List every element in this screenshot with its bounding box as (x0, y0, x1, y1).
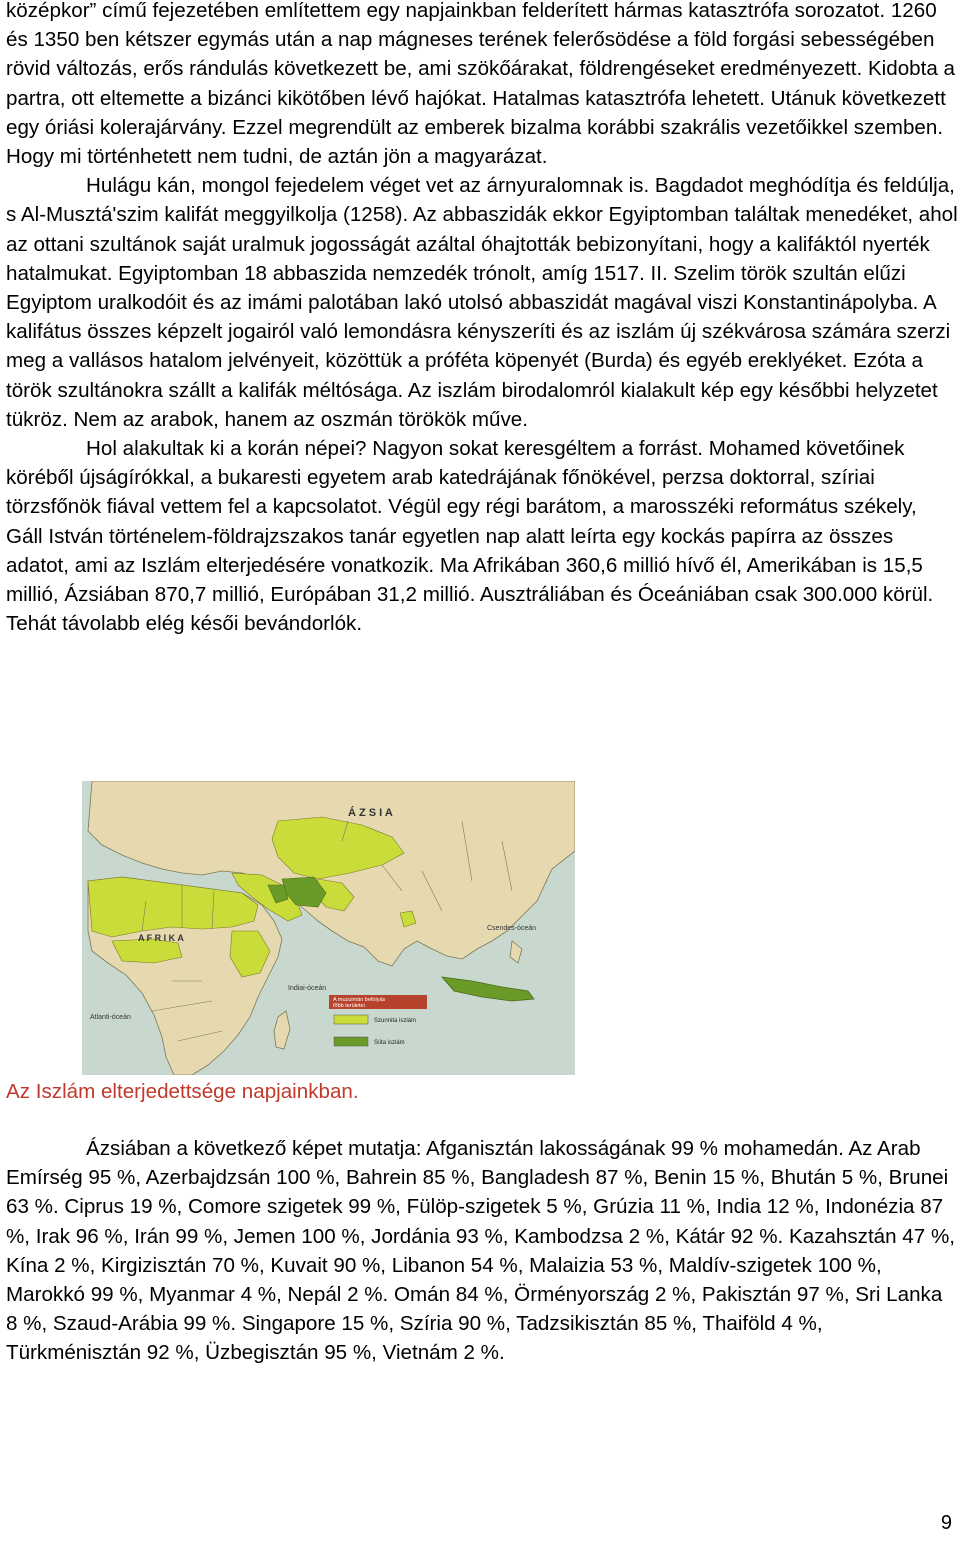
legend-label-shia: Síita iszlám (374, 1040, 405, 1046)
paragraph-3: Hol alakultak ki a korán népei? Nagyon sokat keresgéltem a forrást. Mohamed követőinek köréből újságírókkal, a bukaresti egyetem arab katedrájának főnökével, perzsa doktorral, szíriai törzsfőnök fiával vettem fel a kapcsolatot. Végül egy régi barátom, a marosszéki református székely, Gáll István történelem-földrajzszakos tanár egyetlen nap alatt leírta egy kockás papírra az összes adatot, ami az Iszlám elterjedésére vonatkozik. Ma Afrikában 360,6 millió hívő él, Amerikában is 15,5 millió, Ázsiában 870,7 millió, Európában 31,2 millió. Ausztráliában és Óceániában csak 300.000 körül. Tehát távolabb elég késői bevándorlók. (6, 437, 934, 636)
map-label-asia: Á Z S I A (348, 807, 393, 819)
legend-swatch-shia (334, 1037, 368, 1046)
islam-distribution-map (82, 781, 575, 1075)
legend-title-1: A muzulmán befolyás (333, 997, 386, 1003)
paragraph-2: Hulágu kán, mongol fejedelem véget vet az árnyuralomnak is. Bagdadot meghódítja és feldúlja, s Al-Musztá'szim kalifát meggyilkolja (1258). Az abbaszidák ekkor Egyiptomban találtak menedéket, ahol az ottani szultánok saját uralmuk jogosságát azáltal óhajtották bebizonyítani, hogy a kalifáktól nyerték hatalmukat. Egyiptomban 18 abbaszida nemzedék trónolt, amíg 1517. II. Szelim török szultán elűzi Egyiptom uralkodóit és az imámi palotában lakó utolsó abbaszidát magával viszi Konstantinápolyba. A kalifátus összes képzelt jogairól való lemondásra kényszeríti és az iszlám új székvárosa számára szerzi meg a vallásos hatalom jelvényeit, közöttük a próféta köpenyét (Burda) és egyéb ereklyéket. Ezóta a török szultánokra szállt a kalifák méltósága. Az iszlám birodalomról kialakult kép egy későbbi helyzetet tükröz. Nem az arabok, hanem az oszmán törökök műve. (6, 174, 958, 431)
map-label-indian: Indiai-óceán (288, 985, 327, 992)
legend-title-2: főbb területei (333, 1003, 365, 1009)
legend-swatch-sunni (334, 1015, 368, 1024)
map-label-pacific: Csendes-óceán (487, 925, 537, 932)
legend-label-sunni: Szunnita iszlám (374, 1018, 417, 1024)
map-label-atlantic: Atlanti-óceán (90, 1014, 131, 1021)
body-text-bottom (6, 1134, 958, 1368)
map-caption: Az Iszlám elterjedettsége napjainkban. (6, 1080, 359, 1103)
paragraph-1: középkor” című fejezetében említettem egy napjainkban felderített hármas katasztrófa sorozatot. 1260 és 1350 ben kétszer egymás után a nap mágneses terének felerősödése a föld forgási sebességében rövid változás, erős rándulás következett be, ami szökőárakat, földrengéseket eredményezett. Kidobta a partra, ott eltemette a bizánci kikötőben lévő hajókat. Hatalmas katasztrófa lehetett. Utánuk következett egy óriási kolerajárvány. Ezzel megrendült az emberek bizalma korábbi szakrális vezetőikkel szemben. Hogy mi történhetett nem tudni, de aztán jön a magyarázat. (6, 0, 955, 169)
map-label-africa: A F R I K A (138, 933, 184, 943)
page-number: 9 (940, 1512, 952, 1534)
paragraph-4: Ázsiában a következő képet mutatja: Afganisztán lakosságának 99 % mohamedán. Az Arab Emírség 95 %, Azerbajdzsán 100 %, Bahrein 85 %, Bangladesh 87 %, Benin 15 %, Bhután 5 %, Brunei 63 %. Ciprus 19 %, Comore szigetek 99 %, Fülöp-szigetek 5 %, Grúzia 11 %, India 12 %, Indonézia 87 %, Irak 96 %, Irán 99 %, Jemen 100 %, Jordánia 93 %, Kambodzsa 2 %, Kátár 92 %. Kazahsztán 47 %, Kína 2 %, Kirgizisztán 70 %, Kuvait 90 %, Libanon 54 %, Malaizia 53 %, Maldív-szigetek 100 %, Marokkó 99 %, Myanmar 4 %, Nepál 2 %. Omán 84 %, Örményország 2 %, Pakisztán 97 %, Sri Lanka 8 %, Szaud-Arábia 99 %. Singapore 15 %, Szíria 90 %, Tadzsikisztán 85 %, Thaiföld 4 %, Türkménisztán 92 %, Üzbegisztán 95 %, Vietnám 2 %. (6, 1137, 955, 1365)
body-text-top (6, 0, 958, 638)
